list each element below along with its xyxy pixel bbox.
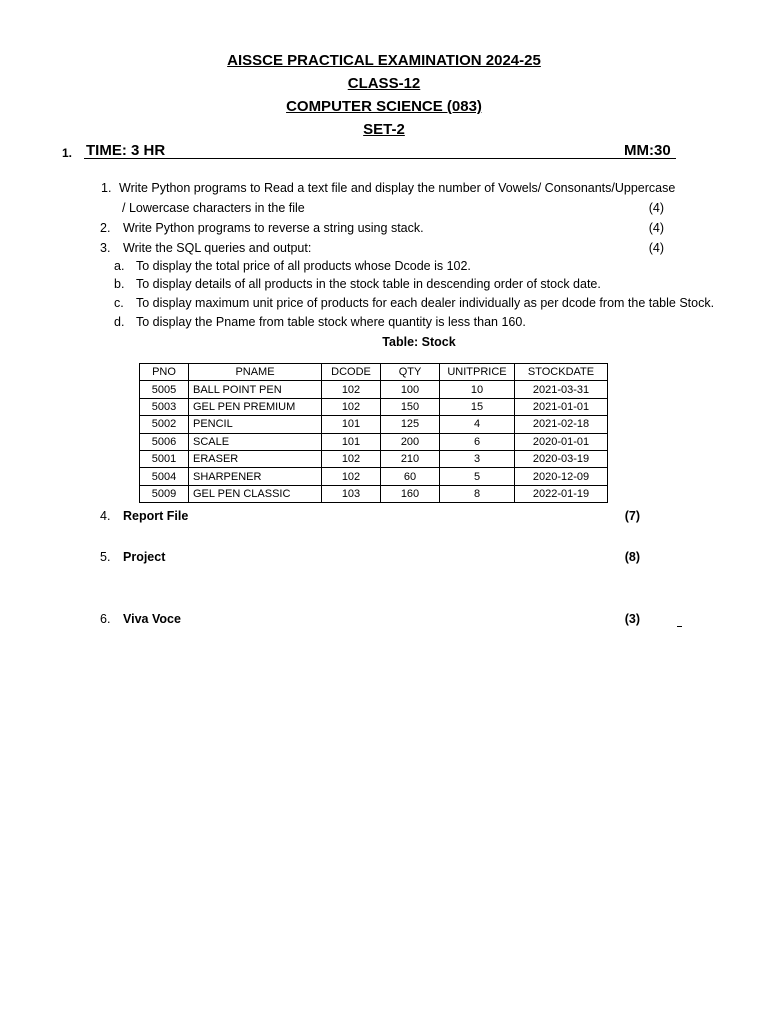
question-number: 1.	[101, 181, 112, 195]
item-marks: (7)	[624, 509, 640, 523]
item-marks: (8)	[624, 550, 640, 564]
table-cell: 100	[381, 381, 440, 398]
sql-part-label: c.	[114, 296, 124, 310]
header-underline	[84, 158, 676, 159]
table-cell: 160	[381, 485, 440, 502]
sql-part-label: d.	[114, 315, 125, 329]
table-cell: ERASER	[189, 450, 322, 467]
sql-part-label: a.	[114, 259, 125, 273]
table-cell: 5003	[140, 398, 189, 415]
table-cell: 102	[322, 468, 381, 485]
table-cell: 2021-01-01	[515, 398, 608, 415]
question-marks: (4)	[648, 221, 664, 235]
column-header: PNO	[140, 364, 189, 381]
table-cell: 101	[322, 433, 381, 450]
question-marks: (4)	[648, 201, 664, 215]
item-title: Report File	[123, 509, 189, 523]
set-title: SET-2	[363, 121, 405, 138]
table-cell: 15	[440, 398, 515, 415]
item-number: 6.	[100, 612, 111, 626]
table-cell: 60	[381, 468, 440, 485]
table-row	[140, 468, 608, 485]
item-title: Project	[123, 550, 166, 564]
table-cell: 2020-01-01	[515, 433, 608, 450]
stray-mark	[677, 626, 682, 627]
table-cell: 10	[440, 381, 515, 398]
subject-title: COMPUTER SCIENCE (083)	[286, 98, 482, 115]
table-cell: 2020-03-19	[515, 450, 608, 467]
item-marks: (3)	[624, 612, 640, 626]
column-header: PNAME	[189, 364, 322, 381]
table-cell: 4	[440, 416, 515, 433]
column-header: UNITPRICE	[440, 364, 515, 381]
item-title: Viva Voce	[123, 612, 181, 626]
question-number: 3.	[100, 241, 111, 255]
table-cell: 125	[381, 416, 440, 433]
time-label: TIME: 3 HR	[86, 142, 166, 159]
question-marks: (4)	[648, 241, 664, 255]
table-cell: 5004	[140, 468, 189, 485]
table-cell: PENCIL	[189, 416, 322, 433]
column-header: STOCKDATE	[515, 364, 608, 381]
table-cell: GEL PEN CLASSIC	[189, 485, 322, 502]
table-cell: 5001	[140, 450, 189, 467]
table-cell: 6	[440, 433, 515, 450]
table-cell: 2020-12-09	[515, 468, 608, 485]
question-text-continued: / Lowercase characters in the file	[122, 201, 305, 215]
table-cell: GEL PEN PREMIUM	[189, 398, 322, 415]
sql-part-text: To display maximum unit price of products for each dealer individually as per dcode from the table Stock.	[136, 296, 715, 310]
table-cell: SCALE	[189, 433, 322, 450]
question-text: Write Python programs to reverse a string using stack.	[123, 221, 424, 235]
table-row	[140, 450, 608, 467]
question-text: Write the SQL queries and output:	[123, 241, 312, 255]
table-cell: 3	[440, 450, 515, 467]
sql-part-label: b.	[114, 277, 125, 291]
max-marks-label: MM:30	[624, 142, 671, 159]
table-cell: 5002	[140, 416, 189, 433]
table-row	[140, 398, 608, 415]
table-header-row	[140, 364, 608, 381]
class-title: CLASS-12	[347, 75, 421, 92]
table-row	[140, 433, 608, 450]
item-number: 4.	[100, 509, 111, 523]
table-cell: 5006	[140, 433, 189, 450]
table-cell: 102	[322, 450, 381, 467]
table-cell: 102	[322, 398, 381, 415]
stock-table	[139, 363, 608, 503]
item-number: 5.	[100, 550, 111, 564]
sql-part-text: To display details of all products in the stock table in descending order of stock date.	[136, 277, 601, 291]
table-cell: 101	[322, 416, 381, 433]
table-cell: 2022-01-19	[515, 485, 608, 502]
table-cell: 5005	[140, 381, 189, 398]
table-row	[140, 416, 608, 433]
question-number: 2.	[100, 221, 111, 235]
sql-part-text: To display the Pname from table stock where quantity is less than 160.	[136, 315, 526, 329]
section-number: 1.	[62, 146, 73, 160]
table-cell: 210	[381, 450, 440, 467]
table-cell: 2021-02-18	[515, 416, 608, 433]
table-cell: 2021-03-31	[515, 381, 608, 398]
table-cell: 8	[440, 485, 515, 502]
column-header: QTY	[381, 364, 440, 381]
table-cell: 200	[381, 433, 440, 450]
table-cell: 102	[322, 381, 381, 398]
table-row	[140, 485, 608, 502]
table-cell: 5009	[140, 485, 189, 502]
sql-part-text: To display the total price of all products whose Dcode is 102.	[136, 259, 471, 273]
question-text: Write Python programs to Read a text file and display the number of Vowels/ Consonants/Uppercase	[119, 181, 676, 195]
table-cell: BALL POINT PEN	[189, 381, 322, 398]
table-cell: 150	[381, 398, 440, 415]
table-row	[140, 381, 608, 398]
exam-title: AISSCE PRACTICAL EXAMINATION 2024-25	[227, 52, 541, 69]
column-header: DCODE	[322, 364, 381, 381]
table-caption: Table: Stock	[382, 335, 456, 349]
table-cell: 5	[440, 468, 515, 485]
table-cell: 103	[322, 485, 381, 502]
table-cell: SHARPENER	[189, 468, 322, 485]
